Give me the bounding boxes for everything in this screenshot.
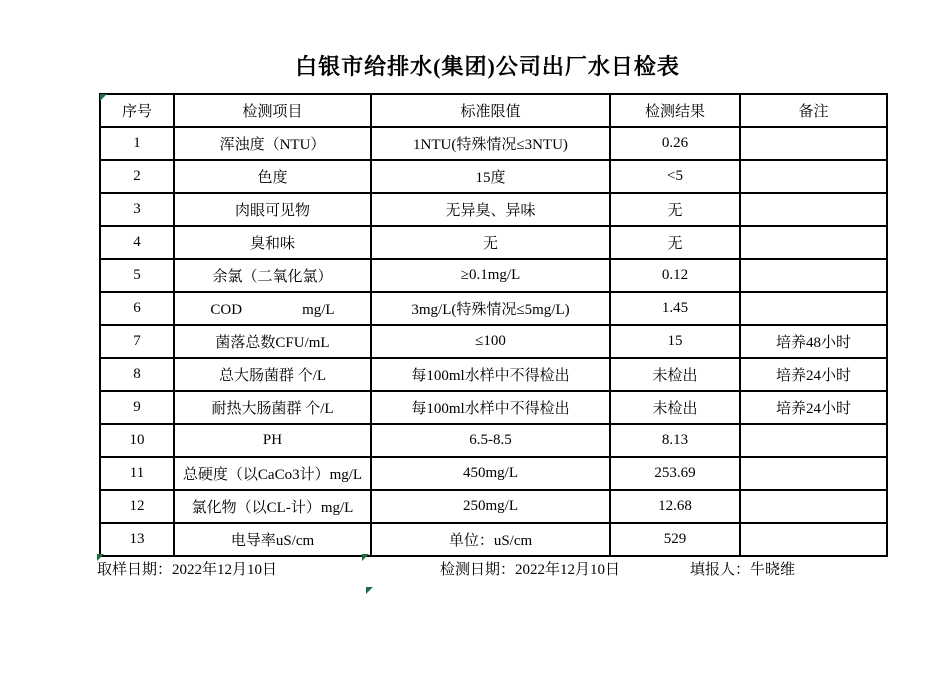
cell-limit: 1NTU(特殊情况≤3NTU) — [371, 127, 610, 160]
cell-limit: 每100ml水样中不得检出 — [371, 358, 610, 391]
cell-result: 无 — [610, 193, 740, 226]
cell-limit: 450mg/L — [371, 457, 610, 490]
reporter-label: 填报人：牛晓维 — [690, 562, 796, 578]
cell-note: 培养48小时 — [740, 325, 887, 358]
cell-seq: 4 — [100, 226, 174, 259]
cell-item: 余氯（二氧化氯） — [174, 259, 371, 292]
cell-seq: 12 — [100, 490, 174, 523]
cell-note — [740, 523, 887, 556]
table-row — [100, 226, 887, 259]
col-header-seq: 序号 — [100, 94, 174, 127]
cell-limit: 无 — [371, 226, 610, 259]
cell-seq: 6 — [100, 292, 174, 325]
cell-note — [740, 490, 887, 523]
cell-result: 15 — [610, 325, 740, 358]
cell-limit: 250mg/L — [371, 490, 610, 523]
col-header-note: 备注 — [740, 94, 887, 127]
cell-limit: ≤100 — [371, 325, 610, 358]
cell-seq: 10 — [100, 424, 174, 457]
cell-limit: 6.5-8.5 — [371, 424, 610, 457]
table-row — [100, 457, 887, 490]
table-row — [100, 160, 887, 193]
cell-note — [740, 259, 887, 292]
excel-corner-flag-icon — [362, 554, 369, 561]
cell-limit: 3mg/L(特殊情况≤5mg/L) — [371, 292, 610, 325]
cell-result: 0.26 — [610, 127, 740, 160]
cell-limit: ≥0.1mg/L — [371, 259, 610, 292]
col-header-item: 检测项目 — [174, 94, 371, 127]
cell-result: 未检出 — [610, 358, 740, 391]
sampling-date-label: 取样日期：2022年12月10日 — [97, 562, 278, 578]
cell-note — [740, 127, 887, 160]
cell-seq: 7 — [100, 325, 174, 358]
cell-note: 培养24小时 — [740, 358, 887, 391]
cell-seq: 13 — [100, 523, 174, 556]
cell-item: 色度 — [174, 160, 371, 193]
cell-item: 臭和味 — [174, 226, 371, 259]
cell-result: 0.12 — [610, 259, 740, 292]
table-row — [100, 292, 887, 325]
table-header-row — [100, 94, 887, 127]
cell-result: 未检出 — [610, 391, 740, 424]
cell-seq: 5 — [100, 259, 174, 292]
cell-item: COD mg/L — [174, 292, 371, 325]
cell-result: 无 — [610, 226, 740, 259]
cell-result: 529 — [610, 523, 740, 556]
excel-corner-flag-icon — [366, 587, 373, 594]
cell-note — [740, 160, 887, 193]
table-row — [100, 127, 887, 160]
cell-limit: 每100ml水样中不得检出 — [371, 391, 610, 424]
cell-item: 电导率uS/cm — [174, 523, 371, 556]
col-header-limit: 标准限值 — [371, 94, 610, 127]
cell-item: 总硬度（以CaCo3计）mg/L — [174, 457, 371, 490]
cell-item: 浑浊度（NTU） — [174, 127, 371, 160]
cell-item: 氯化物（以CL-计）mg/L — [174, 490, 371, 523]
cell-note — [740, 457, 887, 490]
table-row — [100, 424, 887, 457]
cell-result: 12.68 — [610, 490, 740, 523]
cell-seq: 11 — [100, 457, 174, 490]
cell-result: <5 — [610, 160, 740, 193]
cell-limit: 无异臭、异味 — [371, 193, 610, 226]
cell-seq: 8 — [100, 358, 174, 391]
table-row — [100, 490, 887, 523]
cell-item: PH — [174, 424, 371, 457]
table-row — [100, 259, 887, 292]
cell-limit: 15度 — [371, 160, 610, 193]
cell-note — [740, 292, 887, 325]
cell-seq: 2 — [100, 160, 174, 193]
cell-note: 培养24小时 — [740, 391, 887, 424]
cell-item: 菌落总数CFU/mL — [174, 325, 371, 358]
cell-result: 253.69 — [610, 457, 740, 490]
cell-result: 1.45 — [610, 292, 740, 325]
page-title: 白银市给排水(集团)公司出厂水日检表 — [295, 54, 680, 79]
cell-seq: 1 — [100, 127, 174, 160]
cell-note — [740, 193, 887, 226]
cell-item: 总大肠菌群 个/L — [174, 358, 371, 391]
cell-item: 肉眼可见物 — [174, 193, 371, 226]
inspection-table — [99, 93, 888, 557]
cell-result: 8.13 — [610, 424, 740, 457]
cell-limit: 单位：uS/cm — [371, 523, 610, 556]
table-row — [100, 358, 887, 391]
cell-seq: 9 — [100, 391, 174, 424]
testing-date-label: 检测日期：2022年12月10日 — [440, 562, 621, 578]
table-row — [100, 193, 887, 226]
table-row — [100, 391, 887, 424]
table-row — [100, 523, 887, 556]
cell-item: 耐热大肠菌群 个/L — [174, 391, 371, 424]
cell-note — [740, 226, 887, 259]
cell-note — [740, 424, 887, 457]
col-header-result: 检测结果 — [610, 94, 740, 127]
cell-seq: 3 — [100, 193, 174, 226]
table-row — [100, 325, 887, 358]
